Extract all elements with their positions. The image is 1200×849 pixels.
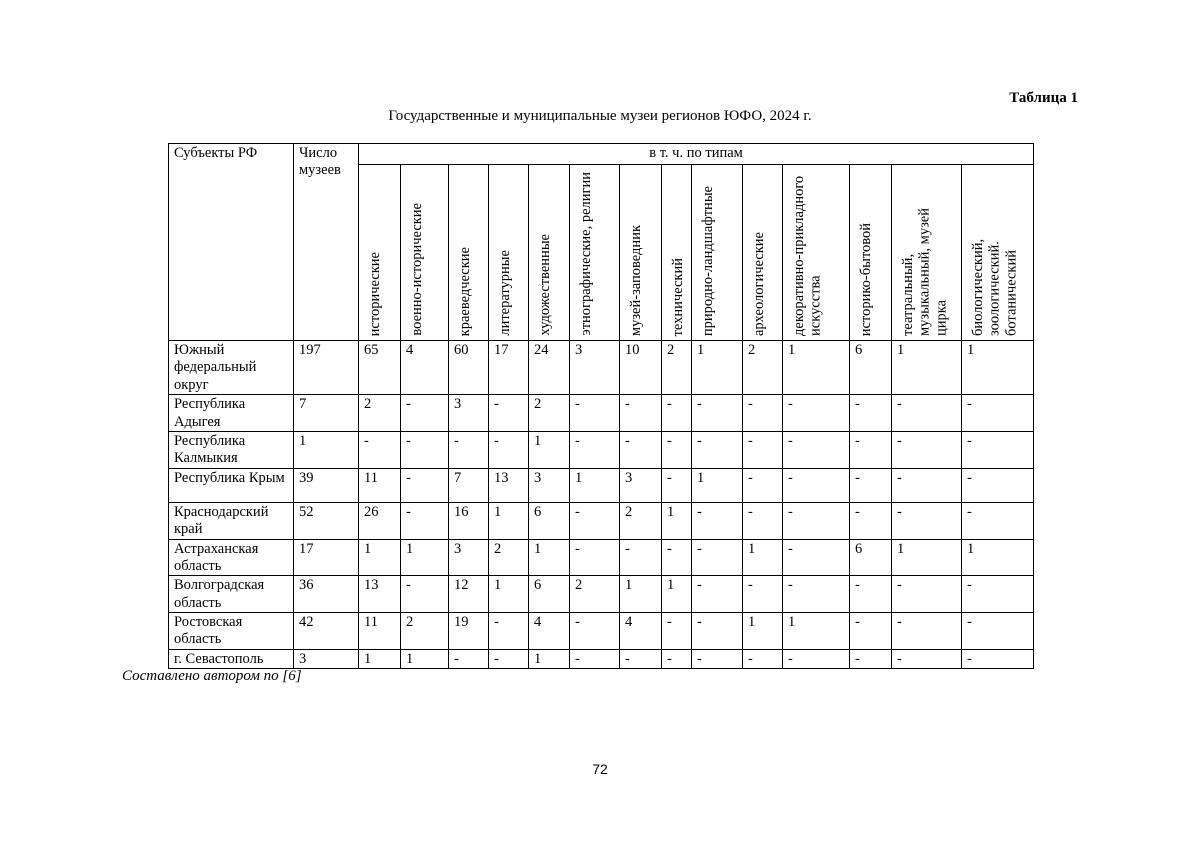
header-subject: Субъекты РФ (169, 144, 294, 341)
header-type-label: исторические (367, 251, 383, 336)
cell-value: - (850, 431, 892, 468)
cell-value: 2 (570, 576, 620, 613)
cell-value: 6 (850, 539, 892, 576)
cell-value: - (401, 431, 449, 468)
cell-value: 4 (529, 613, 570, 650)
cell-value: 16 (449, 502, 489, 539)
header-type-4 (529, 165, 570, 341)
cell-value: 1 (783, 341, 850, 395)
cell-value: - (401, 468, 449, 502)
header-type-9 (743, 165, 783, 341)
cell-value: - (449, 431, 489, 468)
cell-value: - (783, 502, 850, 539)
table-row (169, 468, 1034, 502)
cell-total: 36 (294, 576, 359, 613)
cell-value: - (489, 613, 529, 650)
cell-value: - (892, 576, 962, 613)
cell-value: - (962, 576, 1034, 613)
header-type-3 (489, 165, 529, 341)
cell-value: 1 (489, 576, 529, 613)
cell-value: 1 (529, 539, 570, 576)
cell-subject: Южный федеральный округ (169, 341, 294, 395)
cell-value: 1 (529, 649, 570, 668)
header-type-label: военно-исторические (409, 203, 425, 336)
cell-value: 1 (489, 502, 529, 539)
cell-value: - (962, 649, 1034, 668)
cell-value: - (620, 395, 662, 432)
cell-value: 1 (662, 576, 692, 613)
cell-value: - (401, 576, 449, 613)
table-row (169, 395, 1034, 432)
cell-value: 3 (449, 539, 489, 576)
cell-value: - (743, 502, 783, 539)
cell-value: 2 (662, 341, 692, 395)
header-type-2 (449, 165, 489, 341)
cell-value: - (892, 468, 962, 502)
cell-value: - (783, 539, 850, 576)
table-row (169, 539, 1034, 576)
cell-value: - (850, 613, 892, 650)
cell-value: 4 (401, 341, 449, 395)
cell-value: - (489, 395, 529, 432)
table-row (169, 649, 1034, 668)
cell-value: - (892, 613, 962, 650)
cell-value: 1 (359, 539, 401, 576)
header-type-11 (850, 165, 892, 341)
table-row (169, 431, 1034, 468)
header-type-label: историко-бытовой (858, 222, 874, 336)
header-type-label: декоративно-прикладного искусства (791, 175, 824, 336)
cell-value: 1 (783, 613, 850, 650)
cell-value: - (892, 649, 962, 668)
cell-total: 42 (294, 613, 359, 650)
cell-total: 17 (294, 539, 359, 576)
table-label: Таблица 1 (1009, 90, 1078, 106)
cell-subject: Республика Крым (169, 468, 294, 502)
cell-value: - (783, 431, 850, 468)
cell-value: - (620, 539, 662, 576)
cell-value: - (850, 502, 892, 539)
cell-value: - (962, 613, 1034, 650)
cell-value: - (743, 576, 783, 613)
cell-value: 1 (570, 468, 620, 502)
cell-total: 39 (294, 468, 359, 502)
cell-value: 2 (359, 395, 401, 432)
table-caption: Государственные и муниципальные музеи регионов ЮФО, 2024 г. (388, 108, 812, 124)
cell-total: 7 (294, 395, 359, 432)
cell-value: - (401, 502, 449, 539)
cell-value: 1 (743, 613, 783, 650)
cell-total: 3 (294, 649, 359, 668)
cell-value: 12 (449, 576, 489, 613)
cell-total: 1 (294, 431, 359, 468)
cell-value: 11 (359, 468, 401, 502)
cell-value: - (359, 431, 401, 468)
cell-value: 1 (692, 341, 743, 395)
cell-value: - (662, 468, 692, 502)
cell-value: 2 (743, 341, 783, 395)
cell-value: 2 (489, 539, 529, 576)
cell-value: 6 (529, 576, 570, 613)
cell-value: 1 (401, 649, 449, 668)
cell-value: - (892, 502, 962, 539)
cell-value: 65 (359, 341, 401, 395)
header-type-label: краеведческие (457, 246, 473, 336)
cell-value: 3 (529, 468, 570, 502)
header-type-0 (359, 165, 401, 341)
header-type-label: этнографические, религии (578, 172, 594, 336)
cell-value: - (783, 468, 850, 502)
cell-value: 11 (359, 613, 401, 650)
cell-value: - (962, 431, 1034, 468)
cell-value: - (783, 395, 850, 432)
header-type-group: в т. ч. по типам (359, 144, 1034, 165)
cell-value: 3 (570, 341, 620, 395)
cell-subject: Республика Адыгея (169, 395, 294, 432)
cell-value: - (692, 649, 743, 668)
cell-value: 6 (529, 502, 570, 539)
cell-value: - (692, 395, 743, 432)
cell-value: - (620, 649, 662, 668)
cell-value: - (743, 468, 783, 502)
header-type-7 (662, 165, 692, 341)
cell-value: - (692, 539, 743, 576)
cell-value: - (489, 649, 529, 668)
cell-value: 2 (401, 613, 449, 650)
cell-value: - (743, 395, 783, 432)
cell-value: 1 (662, 502, 692, 539)
cell-value: - (783, 649, 850, 668)
cell-value: - (850, 649, 892, 668)
table-row (169, 341, 1034, 395)
cell-value: 13 (489, 468, 529, 502)
cell-value: 1 (529, 431, 570, 468)
cell-value: - (570, 539, 620, 576)
cell-value: - (892, 431, 962, 468)
cell-value: - (449, 649, 489, 668)
cell-value: - (662, 431, 692, 468)
cell-value: 3 (449, 395, 489, 432)
cell-value: 1 (359, 649, 401, 668)
cell-subject: Республика Калмыкия (169, 431, 294, 468)
table-row (169, 502, 1034, 539)
cell-value: - (570, 649, 620, 668)
header-type-10 (783, 165, 850, 341)
cell-value: - (662, 539, 692, 576)
museums-table (168, 143, 1034, 669)
cell-subject: Ростовская область (169, 613, 294, 650)
table-row (169, 613, 1034, 650)
cell-value: 1 (401, 539, 449, 576)
header-count: Число музеев (294, 144, 359, 341)
cell-value: - (692, 576, 743, 613)
cell-value: - (662, 613, 692, 650)
cell-value: 1 (743, 539, 783, 576)
cell-value: - (743, 649, 783, 668)
cell-value: - (692, 613, 743, 650)
cell-value: - (850, 395, 892, 432)
header-type-6 (620, 165, 662, 341)
cell-subject: Краснодарский край (169, 502, 294, 539)
cell-value: 1 (962, 539, 1034, 576)
cell-subject: г. Севастополь (169, 649, 294, 668)
table-row (169, 576, 1034, 613)
cell-value: - (570, 431, 620, 468)
cell-value: - (570, 613, 620, 650)
cell-subject: Волгоградская область (169, 576, 294, 613)
header-type-1 (401, 165, 449, 341)
cell-value: - (570, 502, 620, 539)
cell-value: 2 (620, 502, 662, 539)
cell-value: 4 (620, 613, 662, 650)
cell-value: - (692, 502, 743, 539)
header-type-5 (570, 165, 620, 341)
cell-value: 24 (529, 341, 570, 395)
cell-value: 1 (620, 576, 662, 613)
cell-value: - (850, 468, 892, 502)
cell-value: - (401, 395, 449, 432)
cell-value: - (962, 502, 1034, 539)
cell-value: 1 (962, 341, 1034, 395)
cell-value: 1 (892, 539, 962, 576)
cell-value: - (489, 431, 529, 468)
page-number: 72 (592, 761, 608, 777)
header-type-12 (892, 165, 962, 341)
cell-value: 19 (449, 613, 489, 650)
cell-value: - (962, 395, 1034, 432)
cell-value: - (962, 468, 1034, 502)
cell-total: 197 (294, 341, 359, 395)
cell-total: 52 (294, 502, 359, 539)
cell-value: 3 (620, 468, 662, 502)
cell-value: 1 (692, 468, 743, 502)
cell-value: 17 (489, 341, 529, 395)
cell-value: - (570, 395, 620, 432)
cell-value: - (892, 395, 962, 432)
cell-value: 26 (359, 502, 401, 539)
header-type-8 (692, 165, 743, 341)
header-type-label: археологические (751, 231, 767, 336)
cell-value: 60 (449, 341, 489, 395)
header-type-label: художественные (537, 234, 553, 336)
cell-value: - (662, 649, 692, 668)
cell-value: 13 (359, 576, 401, 613)
header-type-13 (962, 165, 1034, 341)
cell-value: 10 (620, 341, 662, 395)
cell-value: 7 (449, 468, 489, 502)
cell-value: - (850, 576, 892, 613)
source-note: Составлено автором по [6] (122, 668, 302, 684)
cell-value: 1 (892, 341, 962, 395)
header-type-label: литературные (497, 250, 513, 336)
cell-subject: Астраханская область (169, 539, 294, 576)
header-type-label: биологический, зоологический. ботанический (970, 238, 1020, 336)
cell-value: 6 (850, 341, 892, 395)
cell-value: - (662, 395, 692, 432)
cell-value: - (692, 431, 743, 468)
header-type-label: природно-ландшафтные (700, 185, 716, 336)
cell-value: - (620, 431, 662, 468)
cell-value: 2 (529, 395, 570, 432)
cell-value: - (743, 431, 783, 468)
table-body (169, 341, 1034, 669)
header-type-label: технический (670, 257, 686, 336)
cell-value: - (783, 576, 850, 613)
header-type-label: музей-заповедник (628, 224, 644, 336)
header-type-label: театральный, музыкальный, музей цирка (900, 208, 950, 336)
